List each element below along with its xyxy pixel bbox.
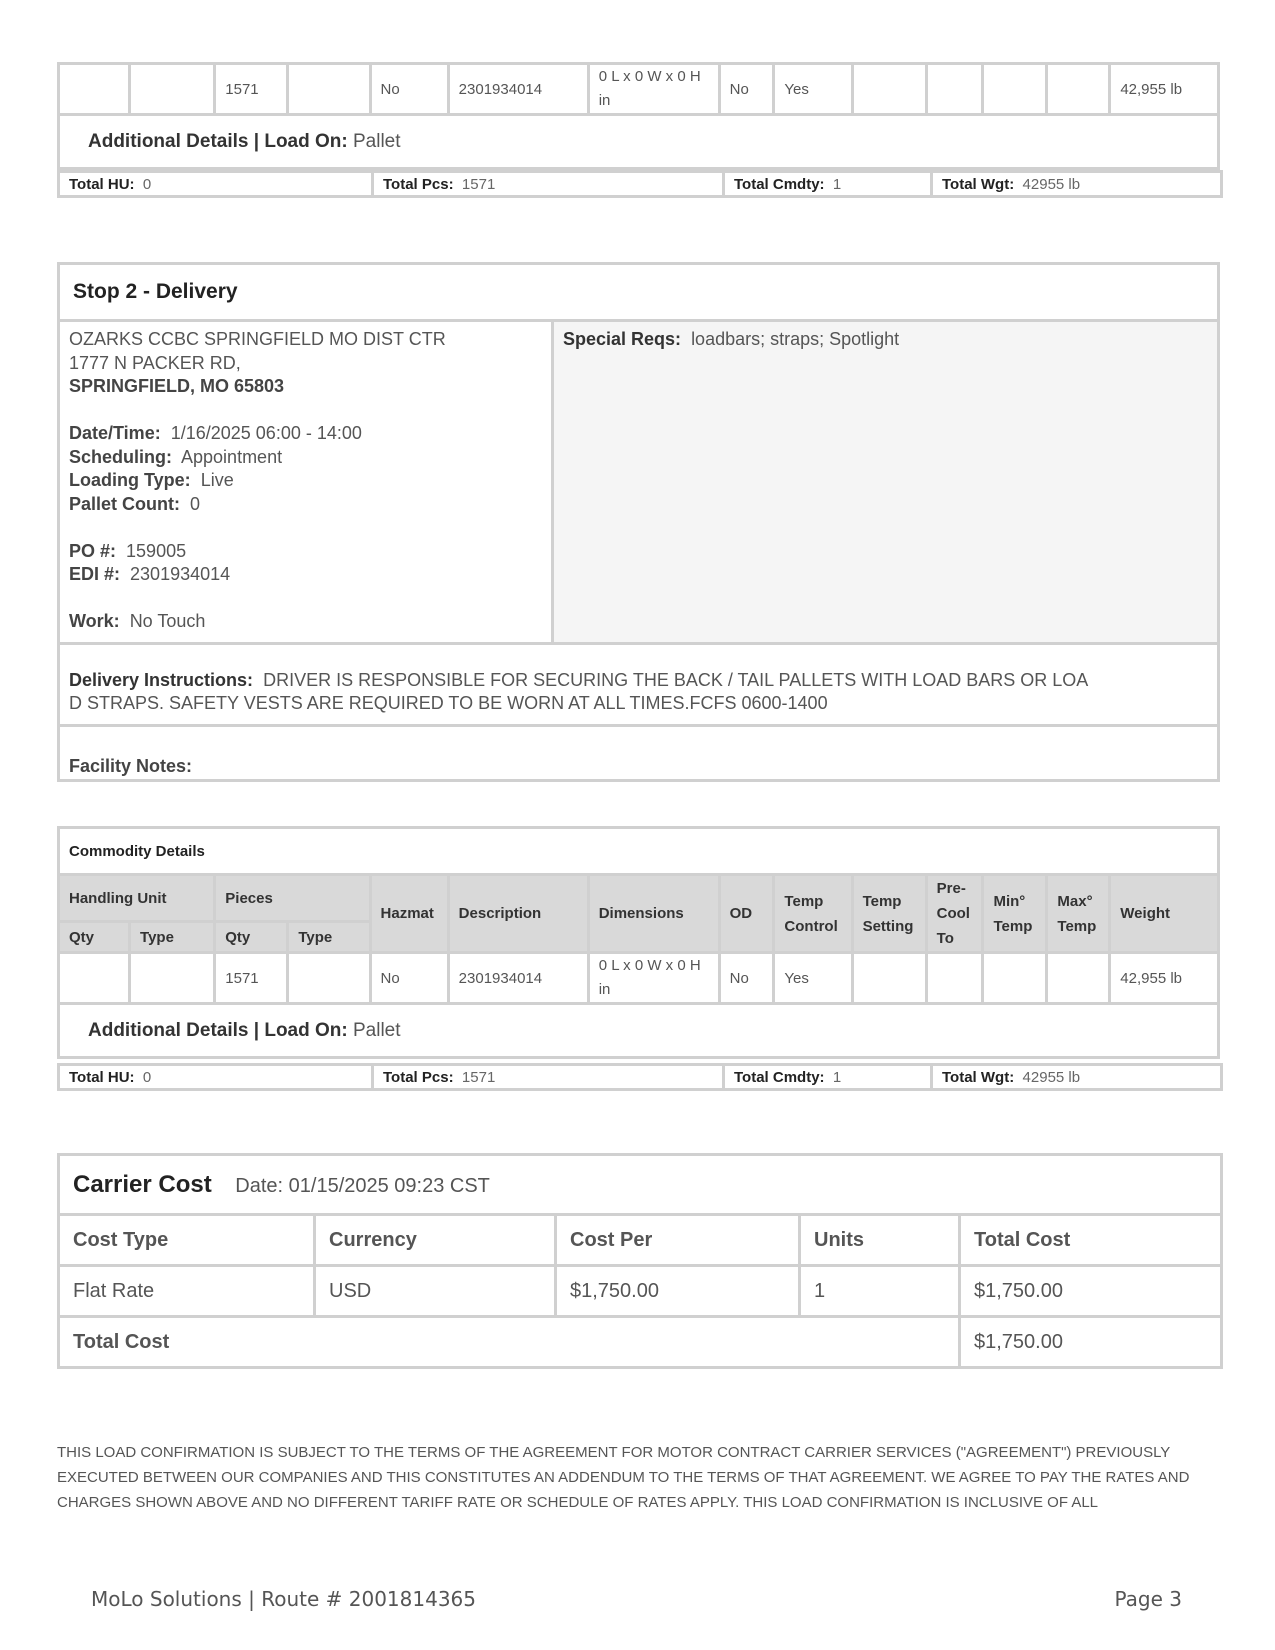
pallet-count: Pallet Count: 0 <box>69 493 201 514</box>
facility-name: OZARKS CCBC SPRINGFIELD MO DIST CTR <box>69 329 446 349</box>
hu-type-cell <box>130 64 215 115</box>
total-pcs: Total Pcs: 1571 <box>373 172 724 197</box>
pcs-qty-cell: 1571 <box>215 953 288 1004</box>
stop-delivery-section <box>57 262 1220 782</box>
weight-cell: 42,955 lb <box>1110 64 1219 115</box>
delivery-instructions: Delivery Instructions: DRIVER IS RESPONSIBLE FOR SECURING THE BACK / TAIL PALLETS WITH LOAD BARS OR LOA D STRAPS. SAFETY VESTS ARE REQUIRED TO BE WORN AT ALL TIMES.FCFS 0600-1400 <box>60 645 1217 727</box>
precool-cell <box>926 64 983 115</box>
od-cell: No <box>719 64 774 115</box>
address-line: 1777 N PACKER RD, <box>69 352 241 373</box>
carrier-cost-header <box>59 1155 1222 1215</box>
pcs-type-cell <box>288 64 370 115</box>
additional-details-row: Additional Details | Load On: Pallet <box>59 115 1219 169</box>
work: Work: No Touch <box>69 611 206 631</box>
cost-row: Flat Rate USD $1,750.00 1 $1,750.00 <box>59 1266 1222 1317</box>
header-pieces: Pieces <box>215 875 370 922</box>
hu-type-cell <box>130 953 215 1004</box>
header-hazmat: Hazmat <box>370 875 448 953</box>
temp-control-cell: Yes <box>774 953 852 1004</box>
temp-setting-cell <box>852 64 926 115</box>
header-temp-setting: Temp Setting <box>852 875 926 953</box>
city-state-zip: SPRINGFIELD, MO 65803 <box>69 376 285 396</box>
legal-text: THIS LOAD CONFIRMATION IS SUBJECT TO THE TERMS OF THE AGREEMENT FOR MOTOR CONTRACT CARRIER SERVICES ("AGREEMENT") PREVIOUSLY EXECUTED BETWEEN OUR COMPANIES AND THIS CONSTITUTES AN ADDENDUM TO THE TERMS OF THAT AGREEMENT. WE AGREE TO PAY THE RATES AND CHARGES SHOWN ABOVE AND NO DIFFERENT TARIFF RATE OR SCHEDULE OF RATES APPLY. THIS LOAD CONFIRMATION IS INCLUSIVE OF ALL <box>57 1444 1190 1511</box>
special-requirements: Special Reqs: loadbars; straps; Spotlight <box>554 322 1217 642</box>
header-dimensions: Dimensions <box>588 875 719 953</box>
description-cell: 2301934014 <box>448 64 588 115</box>
cost-total-row <box>59 1317 1222 1368</box>
total-wgt: Total Wgt: 42955 lb <box>932 172 1222 197</box>
header-pcs-type: Type <box>288 922 370 953</box>
commodity-totals-row <box>57 1063 1223 1091</box>
hu-qty-cell <box>59 64 130 115</box>
dimensions-cell: 0 L x 0 W x 0 H in <box>588 64 719 115</box>
carrier-cost-table <box>57 1153 1223 1369</box>
dimensions-cell: 0 L x 0 W x 0 H in <box>588 953 719 1004</box>
commodity-title: Commodity Details <box>59 828 1219 875</box>
header-hu-type: Type <box>130 922 215 953</box>
pcs-type-cell <box>288 953 370 1004</box>
stop-title: Stop 2 - Delivery <box>60 265 1217 322</box>
cost-header-row: Cost Type Currency Cost Per Units Total Cost <box>59 1215 1222 1266</box>
hu-qty-cell <box>59 953 130 1004</box>
header-precool: Pre- Cool To <box>926 875 983 953</box>
total-cost-value: $1,750.00 <box>960 1317 1222 1368</box>
temp-control-cell: Yes <box>774 64 852 115</box>
header-max-temp: Max° Temp <box>1047 875 1110 953</box>
total-cost-label: Total Cost <box>59 1317 960 1368</box>
po-number: PO #: 159005 <box>69 540 187 561</box>
hazmat-cell: No <box>370 953 448 1004</box>
loading-type: Loading Type: Live <box>69 470 234 490</box>
carrier-cost-title: Carrier Cost <box>73 1170 212 1198</box>
temp-setting-cell <box>852 953 926 1004</box>
datetime: Date/Time: 1/16/2025 06:00 - 14:00 <box>69 423 362 443</box>
scheduling: Scheduling: Appointment <box>69 446 283 467</box>
carrier-cost-date: Date: 01/15/2025 09:23 CST <box>235 1174 490 1197</box>
stop-details <box>60 322 554 642</box>
commodity-table-continued <box>57 62 1220 170</box>
max-temp-cell <box>1047 953 1110 1004</box>
header-od: OD <box>719 875 774 953</box>
header-pcs-qty: Qty <box>215 922 288 953</box>
commodity-details-table <box>57 826 1220 1059</box>
weight-cell: 42,955 lb <box>1110 953 1219 1004</box>
min-temp-cell <box>983 64 1047 115</box>
footer-route: MoLo Solutions | Route # 2001814365 <box>91 1587 476 1611</box>
od-cell: No <box>719 953 774 1004</box>
min-temp-cell <box>983 953 1047 1004</box>
commodity-row <box>59 64 1219 115</box>
commodity-row <box>59 953 1219 1004</box>
header-hu-qty: Qty <box>59 922 130 953</box>
header-min-temp: Min° Temp <box>983 875 1047 953</box>
pcs-qty-cell: 1571 <box>215 64 288 115</box>
edi-number: EDI #: 2301934014 <box>69 564 231 584</box>
total-wgt: Total Wgt: 42955 lb <box>932 1065 1222 1090</box>
total-cmdty: Total Cmdty: 1 <box>724 172 932 197</box>
facility-notes: Facility Notes: <box>69 755 193 776</box>
totals-row-continued <box>57 170 1223 198</box>
header-weight: Weight <box>1110 875 1219 953</box>
total-cmdty: Total Cmdty: 1 <box>724 1065 932 1090</box>
footer-page-number: Page 3 <box>1114 1587 1182 1611</box>
total-hu: Total HU: 0 <box>59 172 373 197</box>
total-pcs: Total Pcs: 1571 <box>373 1065 724 1090</box>
header-description: Description <box>448 875 588 953</box>
total-hu: Total HU: 0 <box>59 1065 373 1090</box>
hazmat-cell: No <box>370 64 448 115</box>
precool-cell <box>926 953 983 1004</box>
header-temp-control: Temp Control <box>774 875 852 953</box>
max-temp-cell <box>1047 64 1110 115</box>
description-cell: 2301934014 <box>448 953 588 1004</box>
header-handling-unit: Handling Unit <box>59 875 215 922</box>
additional-details-row: Additional Details | Load On: Pallet <box>59 1004 1219 1058</box>
